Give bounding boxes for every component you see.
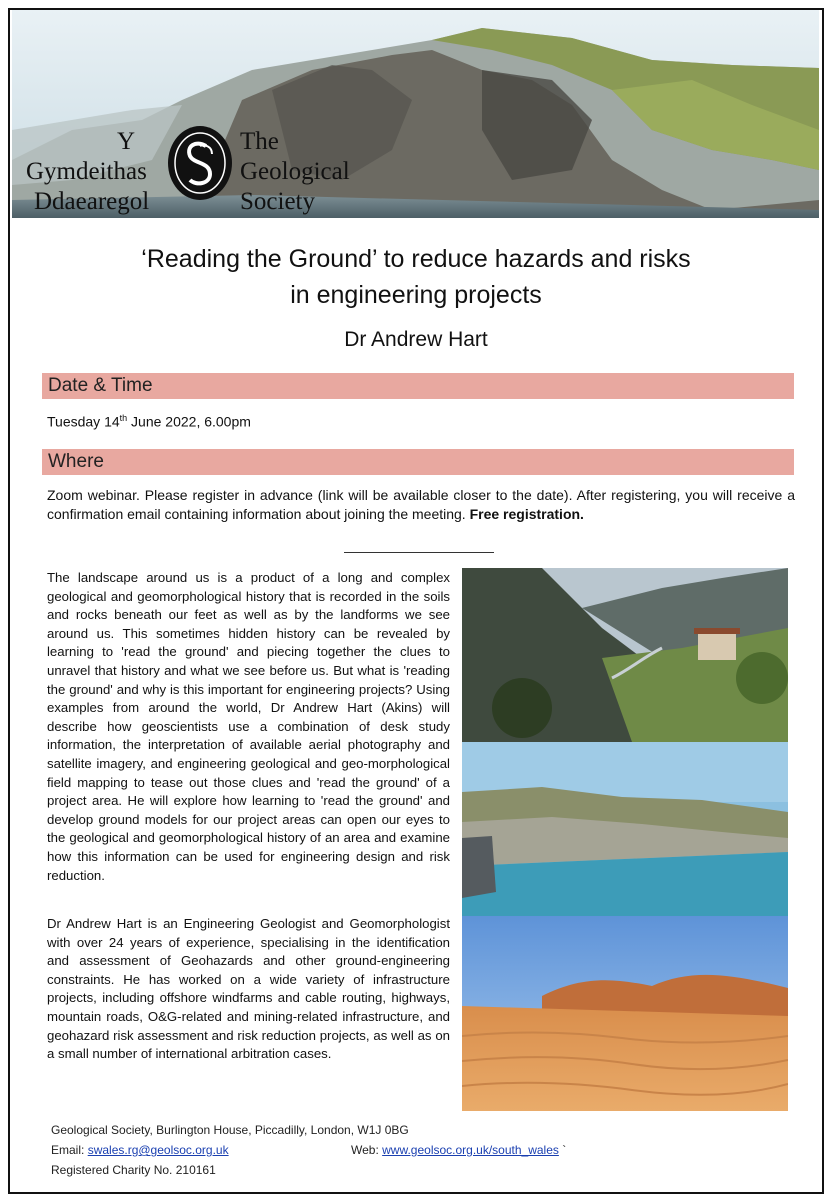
welsh-name-line2: Gymdeithas xyxy=(26,158,147,185)
event-title-line1: ‘Reading the Ground’ to reduce hazards and risks xyxy=(141,245,691,273)
email-link[interactable]: swales.rg@geolsoc.org.uk xyxy=(87,1143,229,1157)
bio-paragraph: Dr Andrew Hart is an Engineering Geologist and Geomorphologist with over 24 years of experience, specialising in the identification and assessment of Geohazards and other ground-engineering constraints. He has worked on a wide variety of infrastructure projects, including offshore windfarms and cable routing, highways, mountain roads, O&G-related and mining-related infrastructure, and geohazard risk assessment and risk reduction projects, as well as on a small number of international arbitration cases. xyxy=(47,916,450,1062)
coastal-cliff-photo xyxy=(462,742,788,916)
abstract-paragraph: The landscape around us is a product of a long and complex geological and geomorphological history that is recorded in the soils and rocks beneath our feet as well as by the landforms we see around us. This sometimes hidden history can be revealed by learning to 'read the ground' and piecing together the clues to unravel that history and what we see before us. But what is 'reading the ground' and why is this important for engineering projects? Using examples from around the world, Dr Andrew Hart (Akins) will describe how geoscientists use a combination of desk study information, the interpretation of available aerial photography and satellite imagery, and engineering geological and geo-morphological field mapping to tease out those clues and 'read the ground' of a project area. He will explore how learning to 'read the ground' and develop ground models for our project areas can open our eyes to the geological and geomorphological history of an area and examine how this information can be used for engineering design and risk reduction. xyxy=(47,570,450,883)
section-divider xyxy=(344,552,494,553)
english-name-line1: The xyxy=(240,128,279,155)
event-title-line2: in engineering projects xyxy=(290,281,542,309)
speaker-name: Dr Andrew Hart xyxy=(344,328,488,351)
desert-dunes-photo xyxy=(462,916,788,1111)
welsh-name-line1: Y xyxy=(117,128,136,155)
mountain-valley-photo xyxy=(462,568,788,742)
web-label: Web: xyxy=(351,1143,383,1157)
event-date-rest: June 2022, 6.00pm xyxy=(127,413,251,430)
free-registration: Free registration. xyxy=(469,506,584,522)
event-date-ordinal: th xyxy=(119,413,128,423)
footer-address: Geological Society, Burlington House, Piccadilly, London, W1J 0BG xyxy=(51,1123,409,1137)
society-seal-logo xyxy=(166,124,234,202)
footer-web xyxy=(351,1142,566,1158)
event-date xyxy=(47,409,251,432)
event-date-day: Tuesday 14 xyxy=(47,413,120,430)
english-name-line2: Geological xyxy=(240,158,350,185)
where-text xyxy=(47,486,795,524)
charity-number: Registered Charity No. 210161 xyxy=(51,1163,216,1177)
footer-email xyxy=(51,1142,229,1158)
photo-column xyxy=(462,568,788,1111)
email-label: Email: xyxy=(51,1143,88,1157)
where-heading: Where xyxy=(42,449,794,475)
web-suffix: ` xyxy=(558,1143,567,1157)
welsh-name-line3: Ddaearegol xyxy=(34,188,150,215)
where-description: Zoom webinar. Please register in advance (link will be available closer to the date). After registering, you will receive a confirmation email containing information about joining the meeting. xyxy=(47,487,795,522)
web-link[interactable]: www.geolsoc.org.uk/south_wales xyxy=(382,1143,559,1157)
english-name-line3: Society xyxy=(240,188,315,215)
date-time-heading: Date & Time xyxy=(42,373,794,399)
event-title xyxy=(0,241,832,313)
